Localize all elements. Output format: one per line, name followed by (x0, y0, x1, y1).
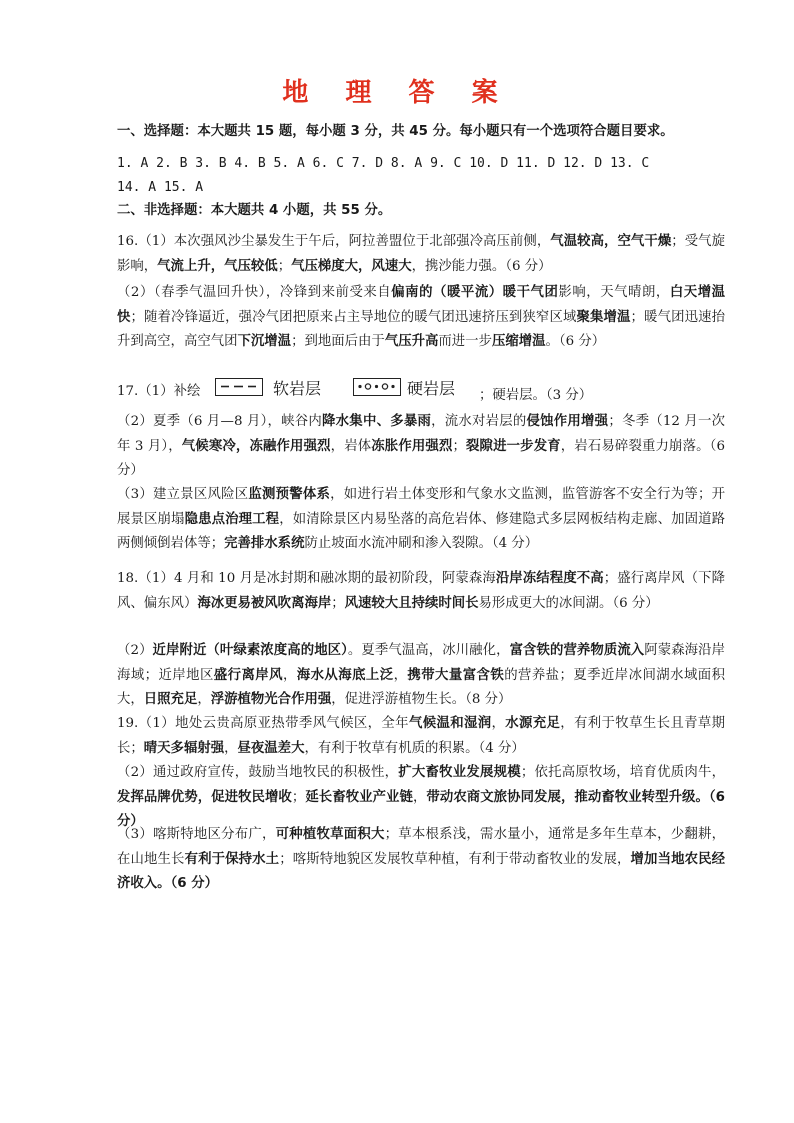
key-point-text: 可种植牧草面积大 (275, 827, 385, 842)
key-point-text: 压缩增温 (491, 334, 546, 349)
answer-text: 19.（1）地处云贵高原亚热带季风气候区，全年 (117, 716, 409, 731)
key-point-text: 海冰更易被风吹离海岸 (197, 595, 332, 611)
answer-text: （2） (117, 643, 153, 658)
hard-rock-label: 硬岩层 (407, 379, 456, 398)
answer-text: ，岩体 (330, 438, 372, 454)
answer-text: 易形成更大的冰间湖。（6 分） (478, 595, 659, 611)
answer-text: ； (452, 438, 466, 454)
q17-suffix: ；硬岩层。（3 分） (479, 388, 593, 403)
key-point-text: 有利于保持水土 (184, 851, 280, 867)
key-point-text: 增加当地农民经济收入。（6 分） (117, 851, 726, 891)
q17-legend-line (117, 376, 725, 404)
key-point-text: 白天增温快 (117, 285, 726, 325)
answer-text: （2）通过政府宣传，鼓励当地牧民的积极性， (117, 765, 399, 780)
answer-text: 防止坡面水流冲刷和渗入裂隙。（4 分） (304, 536, 539, 551)
key-point-text: 风速较大且持续时间长 (344, 595, 479, 611)
key-point-text: 侵蚀作用增强 (526, 414, 609, 429)
answer-text: ，有利于牧草生长且青草期长； (117, 716, 726, 756)
key-point-text: 扩大畜牧业发展规模 (398, 765, 521, 780)
key-point-text: 冻胀作用强烈 (371, 438, 453, 454)
answer-text: （3）建立景区风险区 (117, 487, 249, 502)
key-point-text: 富含铁的营养物质流入 (509, 643, 645, 658)
key-point-text: 监测预警体系 (248, 487, 331, 502)
answer-text: ，如清除景区内易坠落的高危岩体、修建隐式多层网板结构走廊、加固道路两侧倾倒岩体等； (117, 511, 726, 551)
answer-text: ，有利于牧草有机质的积累。（4 分） (304, 740, 525, 756)
answer-text: ， (224, 740, 238, 756)
q16-part1 (117, 230, 725, 279)
key-point-text: 发挥品牌优势，促进牧民增收 (117, 789, 292, 805)
answer-text: 16.（1）本次强风沙尘暴发生于午后，阿拉善盟位于北部强冷高压前侧， (117, 234, 551, 249)
answer-text: ，促进浮游植物生长。（8 分） (331, 692, 512, 707)
soft-rock-label: 软岩层 (273, 379, 322, 398)
answer-text: ， (197, 692, 211, 707)
answer-text: 阿蒙森海沿岸海域；近岸地区 (117, 643, 726, 683)
key-point-text: 水源充足 (505, 716, 561, 731)
answer-text: 影响，天气晴朗， (558, 285, 670, 300)
answer-text: ；喀斯特地貌区发展牧草种植，有利于带动畜牧业的发展， (279, 851, 631, 867)
answer-text: ；依托高原牧场，培育优质肉牛， (520, 765, 726, 780)
q19-part1 (117, 712, 725, 761)
key-point-text: 沿岸冻结程度不高 (495, 571, 604, 586)
answer-text: 。夏季气温高，冰川融化， (347, 643, 510, 658)
key-point-text: 偏南的（暖平流）暖干气团 (391, 285, 559, 300)
answer-text: ， (412, 789, 427, 805)
key-point-text: 带动农商文旅协同发展，推动畜牧业转型升级。（6 分） (117, 789, 725, 829)
key-point-text: 气候温和湿润 (408, 716, 492, 731)
choice-answers-line-1: 1. A 2. B 3. B 4. B 5. A 6. C 7. D 8. A 9. C 10. D 11. D 12. D 13. C (117, 156, 650, 171)
key-point-text: 日照充足 (143, 692, 198, 707)
key-point-text: 携带大量富含铁 (407, 667, 505, 683)
key-point-text: 延长畜牧业产业链 (305, 789, 413, 805)
answer-text: ；暖气团迅速抬升到高空，高空气团 (117, 309, 726, 349)
answer-text: ； (277, 258, 292, 274)
q18-part1 (117, 567, 725, 616)
answer-text: ， (393, 667, 408, 683)
key-point-text: 气候寒冷，冻融作用强烈 (181, 438, 331, 454)
answer-text: ，携沙能力强。（6 分） (411, 258, 552, 274)
answer-text: ；到地面后由于 (291, 334, 385, 349)
key-point-text: 下沉增温 (237, 334, 292, 349)
answer-text: ；盛行离岸风（下降风、偏东风） (117, 571, 726, 611)
answer-text: ， (491, 716, 506, 731)
key-point-text: 气流上升，气压较低 (157, 258, 278, 274)
key-point-text: 盛行离岸风 (213, 667, 283, 683)
q19-part3 (117, 823, 725, 897)
answer-text: ；受气旋影响， (117, 234, 726, 274)
soft-rock-symbol-icon (215, 378, 263, 396)
section-1-heading: 一、选择题：本大题共 15 题，每小题 3 分，共 45 分。每小题只有一个选项符合题目要求。 (117, 124, 674, 139)
key-point-text: 昼夜温差大 (237, 740, 305, 756)
key-point-text: 浮游植物光合作用强 (210, 692, 332, 707)
q16-part2 (117, 281, 725, 355)
choice-answers-line-2: 14. A 15. A (117, 180, 204, 195)
section-2-heading: 二、非选择题：本大题共 4 小题，共 55 分。 (117, 203, 392, 218)
key-point-text: 气压梯度大，风速大 (291, 258, 412, 274)
answer-text: 。（6 分） (545, 334, 606, 349)
answer-text: （2）夏季（6 月—8 月），峡谷内 (117, 414, 323, 429)
q17-part3 (117, 483, 725, 557)
hard-rock-symbol-icon (353, 378, 401, 396)
answer-text: ，流水对岩层的 (431, 414, 527, 429)
answer-text: ， (282, 667, 297, 683)
answer-text: ；草本根系浅，需水量小，通常是多年生草本，少翻耕，在山地生长 (117, 827, 725, 867)
key-point-text: 近岸附近（叶绿素浓度高的地区） (152, 643, 348, 658)
q17-part2 (117, 410, 725, 484)
answer-text: ；随着冷锋逼近，强冷气团把原来占主导地位的暖气团迅速挤压到狭窄区域 (130, 309, 577, 325)
key-point-text: 晴天多辐射强 (143, 740, 225, 756)
key-point-text: 完善排水系统 (224, 536, 305, 551)
answer-text: （2）（春季气温回升快），冷锋到来前受来自 (117, 285, 392, 300)
answer-text: （3）喀斯特地区分布广， (117, 827, 276, 842)
key-point-text: 裂隙进一步发育 (465, 438, 561, 454)
answer-text: 18.（1）4 月和 10 月是冰封期和融冰期的最初阶段，阿蒙森海 (117, 571, 496, 586)
key-point-text: 聚集增温 (576, 309, 631, 325)
q17-prefix: 17.（1）补绘 (117, 384, 201, 399)
answer-text: ，岩石易碎裂重力崩落。（6 分） (117, 438, 726, 478)
key-point-text: 气温较高，空气干燥 (550, 234, 672, 249)
key-point-text: 气压升高 (384, 334, 439, 349)
key-point-text: 降水集中、多暴雨 (322, 414, 432, 429)
answer-text: 而进一步 (438, 334, 492, 349)
answer-text: ，如进行岩土体变形和气象水文监测，监管游客不安全行为等；开展景区崩塌 (117, 487, 725, 527)
answer-text: ；冬季（12 月一次年 3 月）， (117, 414, 726, 454)
answer-text: ； (331, 595, 345, 611)
answer-text: ； (291, 789, 306, 805)
answer-text: 的营养盐；夏季近岸冰间湖水域面积大， (117, 667, 725, 707)
q18-part2 (117, 639, 725, 713)
page-title: 地 理 答 案 (282, 78, 512, 108)
key-point-text: 海水从海底上泛 (296, 667, 394, 683)
key-point-text: 隐患点治理工程 (184, 511, 280, 527)
